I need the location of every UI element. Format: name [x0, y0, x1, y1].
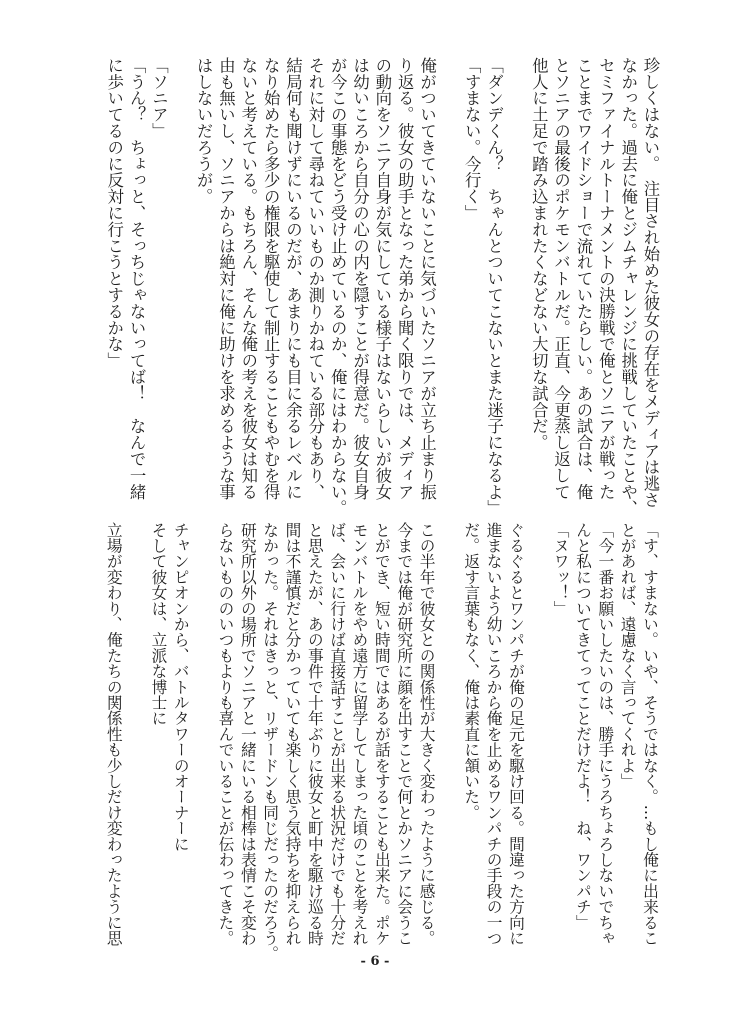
top-text-block	[102, 57, 661, 517]
text-line: 「ダンデくん？ ちゃんとついてこないとまた迷子になるよ」	[484, 57, 504, 517]
text-line: 俺がついてきていないことに気づいたソニアが立ち止まり振	[417, 57, 437, 500]
page-number: - 6 -	[360, 954, 390, 969]
text-line: セミファイナルトーナメントの決勝戦で俺とソニアが戦った	[596, 57, 616, 500]
text-line: 結局何も聞けずにいるのだが、あまりにも目に余るレベルに	[283, 57, 303, 500]
text-line: 間は不謹慎だと分かっていても楽しく思う気持ちを抑えられ	[283, 522, 303, 946]
text-line: なかった。それはきっと、リザードンも同じだったのだろう。	[261, 522, 281, 962]
text-line: ば、会いに行けば直接話すことが出来る状況だけでも十分だ	[328, 522, 348, 946]
blank-line	[505, 57, 527, 502]
text-line: この半年で彼女との関係性が大きく変わったように感じる。	[417, 522, 437, 946]
text-line: 由も無いし、ソニアからは絶対に俺に助けを求めるような事	[216, 57, 236, 500]
blank-line	[527, 522, 549, 946]
text-line: そして彼女は、立派な博士に	[149, 522, 169, 727]
text-line: なかった。過去に俺とジムチャレンジに挑戦していたことや、	[618, 57, 638, 517]
text-line: 「ヌワッ！」	[551, 522, 571, 617]
text-line: 「今一番お願いしたいのは、勝手にうろちょろしないでちゃ	[596, 522, 616, 946]
text-line: 立場が変わり、俺たちの関係性も少しだけ変わったように思	[104, 522, 124, 946]
text-line: 「うん？ ちょっと、そっちじゃないってば！ なんで一緒	[127, 57, 147, 500]
bottom-text-block	[102, 522, 661, 962]
text-line: 今までは俺が研究所に顔を出すことで何とかソニアに会うこ	[395, 522, 415, 946]
text-line: は幼いころから自分の心の内を隠すことが得意だ。彼女自身	[350, 57, 370, 500]
text-line: はしないだろうが。	[194, 57, 214, 205]
text-line: と思えたが、あの事件で十年ぶりに彼女と町中を駆け巡る時	[305, 522, 325, 946]
blank-line	[125, 522, 147, 946]
blank-line	[438, 57, 460, 502]
text-line: んと私についてきてってことだけだよ！ ね、ワンパチ」	[573, 522, 593, 931]
text-line: が今この事態をどう受け止めているのか、俺にはわからない。	[328, 57, 348, 517]
text-line: に歩いてるのに反対に行こうとするかな」	[104, 57, 124, 369]
text-line: 「す、すまない。いや、そうではなく。…もし俺に出来るこ	[641, 522, 660, 946]
text-line: の動向をソニア自身が気にしている様子はないらしいが彼女	[372, 57, 392, 500]
text-line: 他人に土足で踏み込まれたくなどない大切な試合だ。	[529, 57, 549, 451]
text-line: チャンピオンから、バトルタワーのオーナーに	[171, 522, 191, 852]
text-line: 「すまない。今行く」	[462, 57, 482, 221]
text-line: らないもののいつもよりも喜んでいることが伝わってきた。	[216, 522, 236, 946]
blank-line	[192, 522, 214, 946]
text-line: だ。返す言葉もなく、俺は素直に頷いた。	[462, 522, 482, 821]
text-line: 「ソニア」	[149, 57, 169, 139]
blank-line	[169, 57, 191, 502]
text-line: ないと考えている。もちろん、そんな俺の考えを彼女は知る	[238, 57, 258, 500]
text-line: り返る。彼女の助手となった弟から聞く限りでは、メディア	[395, 57, 415, 500]
text-line: モンバトルをやめ遠方に留学してしまった頃のことを考えれ	[350, 522, 370, 946]
text-line: 珍しくはない。 注目され始めた彼女の存在をメディアは逃さ	[641, 57, 660, 508]
text-line: 研究所以外の場所でソニアと一緒にいる相棒は表情こそ変わ	[238, 522, 258, 946]
text-line: とができ、短い時間ではあるが話をすることも出来た。ポケ	[372, 522, 392, 946]
text-line: ぐるぐるとワンパチが俺の足元を駆け回る。間違った方向に	[506, 522, 526, 946]
text-line: なり始めたら多少の権限を駆使して制止することもやむを得	[261, 57, 281, 500]
text-line: とソニアの最後のポケモンバトルだ。正直、今更蒸し返して	[551, 57, 571, 500]
text-line: それに対して尋ねていいものか測りかねている部分もあり、	[305, 57, 325, 500]
text-line: ことまでワイドショーで流れていたらしい。あの試合は、俺	[573, 57, 593, 500]
text-line: 進まないよう幼いころから俺を止めるワンパチの手段の一つ	[484, 522, 504, 946]
text-line: とがあれば、遠慮なく言ってくれよ」	[618, 522, 638, 789]
blank-line	[438, 522, 460, 946]
